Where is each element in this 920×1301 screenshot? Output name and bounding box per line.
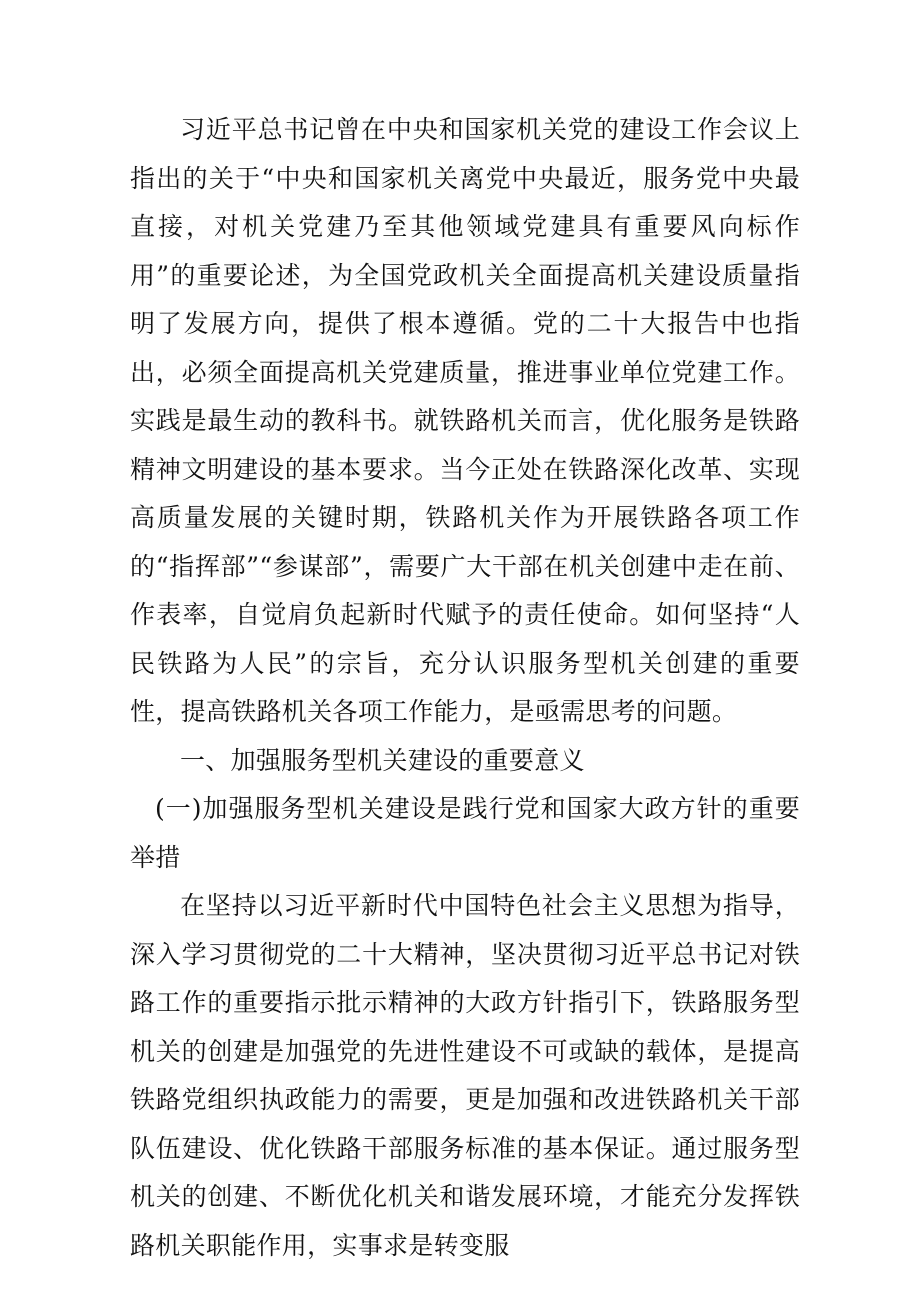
subsection-heading: (一)加强服务型机关建设是践行党和国家大政方针的重要举措 xyxy=(130,794,800,872)
section-heading: 一、加强服务型机关建设的重要意义 xyxy=(180,745,585,775)
document-body xyxy=(130,106,800,1270)
body-paragraph-intro: 习近平总书记曾在中央和国家机关党的建设工作会议上指出的关于“中央和国家机关离党中央最近，服务党中央最直接，对机关党建乃至其他领域党建具有重要风向标作用”的重要论述，为全国党政机关全面提高机关建设质量指明了发展方向，提供了根本遵循。党的二十大报告中也指出，必须全面提高机关党建质量，推进事业单位党建工作。实践是最生动的教科书。就铁路机关而言，优化服务是铁路精神文明建设的基本要求。当今正处在铁路深化改革、实现高质量发展的关键时期，铁路机关作为开展铁路各项工作的“指挥部”“参谋部”，需要广大干部在机关创建中走在前、作表率，自觉肩负起新时代赋予的责任使命。如何坚持“人民铁路为人民”的宗旨，充分认识服务型机关创建的重要性，提高铁路机关各项工作能力，是亟需思考的问题。 xyxy=(130,115,800,726)
body-paragraph-section: 在坚持以习近平新时代中国特色社会主义思想为指导，深入学习贯彻党的二十大精神，坚决贯彻习近平总书记对铁路工作的重要指示批示精神的大政方针指引下，铁路服务型机关的创建是加强党的先进性建设不可或缺的载体，是提高铁路党组织执政能力的需要，更是加强和改进铁路机关干部队伍建设、优化铁路干部服务标准的基本保证。通过服务型机关的创建、不断优化机关和谐发展环境，才能充分发挥铁路机关职能作用，实事求是转变服 xyxy=(130,891,800,1260)
